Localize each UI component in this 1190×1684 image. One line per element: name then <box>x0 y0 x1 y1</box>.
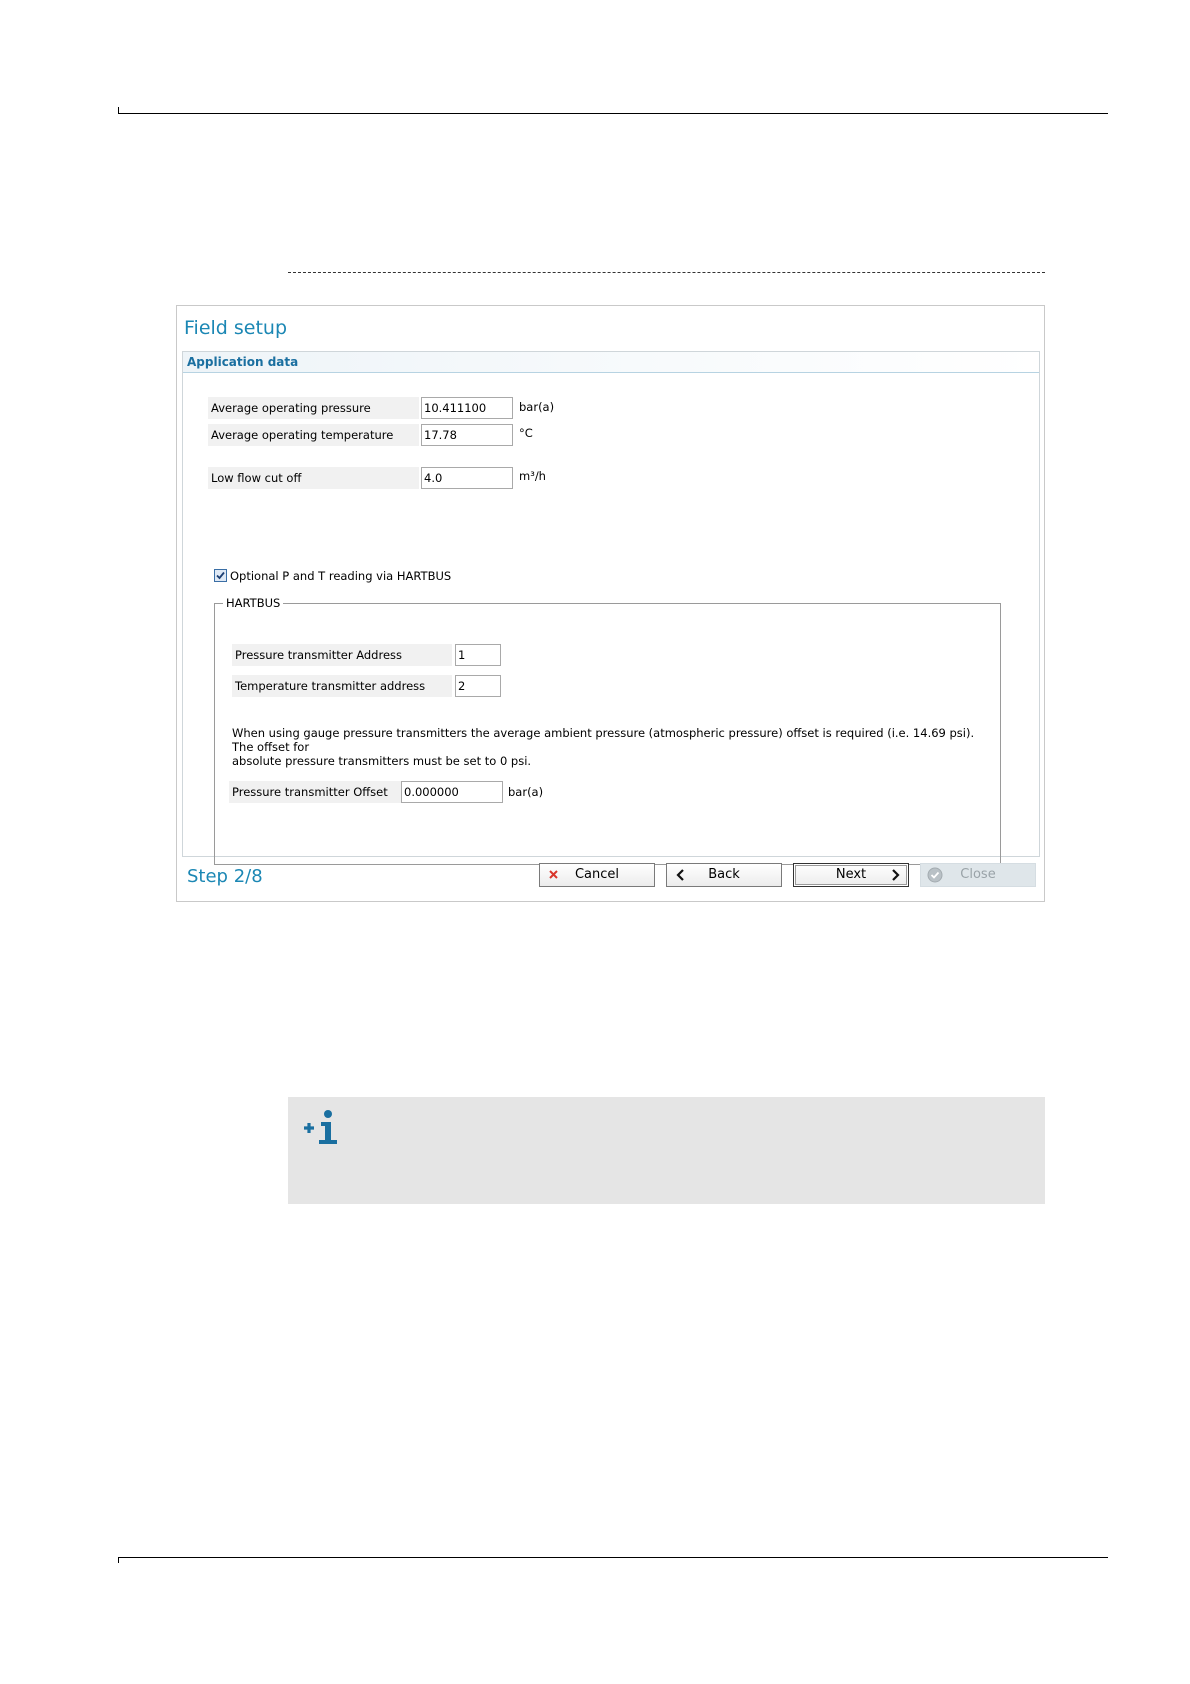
footer-rule-tick <box>118 1557 119 1563</box>
info-note-box <box>288 1097 1045 1204</box>
temperature-address-input[interactable]: 2 <box>455 675 501 697</box>
temperature-address-label: Temperature transmitter address <box>232 675 452 697</box>
application-data-panel <box>182 351 1040 857</box>
footer-rule <box>118 1557 1108 1558</box>
panel-title: Application data <box>187 355 299 369</box>
chevron-left-icon <box>673 867 689 883</box>
low-flow-label: Low flow cut off <box>208 467 419 489</box>
hartbus-checkbox[interactable] <box>214 569 227 582</box>
check-circle-icon <box>927 867 943 883</box>
offset-label: Pressure transmitter Offset <box>229 781 404 803</box>
back-button[interactable] <box>666 863 782 887</box>
offset-input[interactable]: 0.000000 <box>401 781 503 803</box>
avg-temperature-label: Average operating temperature <box>208 424 419 446</box>
section-dashed-separator <box>288 272 1045 273</box>
low-flow-unit: m³/h <box>519 469 546 483</box>
step-indicator: Step 2/8 <box>187 866 263 887</box>
chevron-right-icon <box>887 867 903 883</box>
back-button-label: Back <box>708 867 740 882</box>
hartbus-checkbox-row[interactable] <box>214 568 451 584</box>
window-title: Field setup <box>184 317 288 339</box>
close-x-icon <box>546 867 562 883</box>
field-setup-window <box>176 305 1045 902</box>
low-flow-input[interactable]: 4.0 <box>421 467 513 489</box>
panel-header <box>183 352 1039 373</box>
close-button[interactable] <box>920 863 1036 887</box>
avg-temperature-unit: °C <box>519 426 533 440</box>
pressure-address-input[interactable]: 1 <box>455 644 501 666</box>
hartbus-group-title: HARTBUS <box>223 595 283 611</box>
checkmark-icon <box>215 570 226 581</box>
cancel-button[interactable] <box>539 863 655 887</box>
offset-info-line-2: absolute pressure transmitters must be set to 0 psi. <box>232 754 532 768</box>
avg-pressure-input[interactable]: 10.411100 <box>421 397 513 419</box>
cancel-button-label: Cancel <box>574 867 620 882</box>
next-button-label: Next <box>835 867 867 882</box>
hartbus-group <box>214 596 1001 865</box>
avg-pressure-label: Average operating pressure <box>208 397 419 419</box>
offset-unit: bar(a) <box>508 785 544 799</box>
offset-info-line-1: When using gauge pressure transmitters the average ambient pressure (atmospheric pressure) offset is required (i.e. 14.69 psi). The offset for <box>232 726 975 754</box>
avg-pressure-unit: bar(a) <box>519 400 555 414</box>
header-rule <box>118 113 1108 114</box>
info-plus-icon <box>302 1109 344 1145</box>
next-button[interactable] <box>793 863 909 887</box>
hartbus-checkbox-label: Optional P and T reading via HARTBUS <box>230 569 452 583</box>
offset-info-text <box>232 726 992 768</box>
close-button-label: Close <box>960 867 996 882</box>
avg-temperature-input[interactable]: 17.78 <box>421 424 513 446</box>
pressure-address-label: Pressure transmitter Address <box>232 644 452 666</box>
